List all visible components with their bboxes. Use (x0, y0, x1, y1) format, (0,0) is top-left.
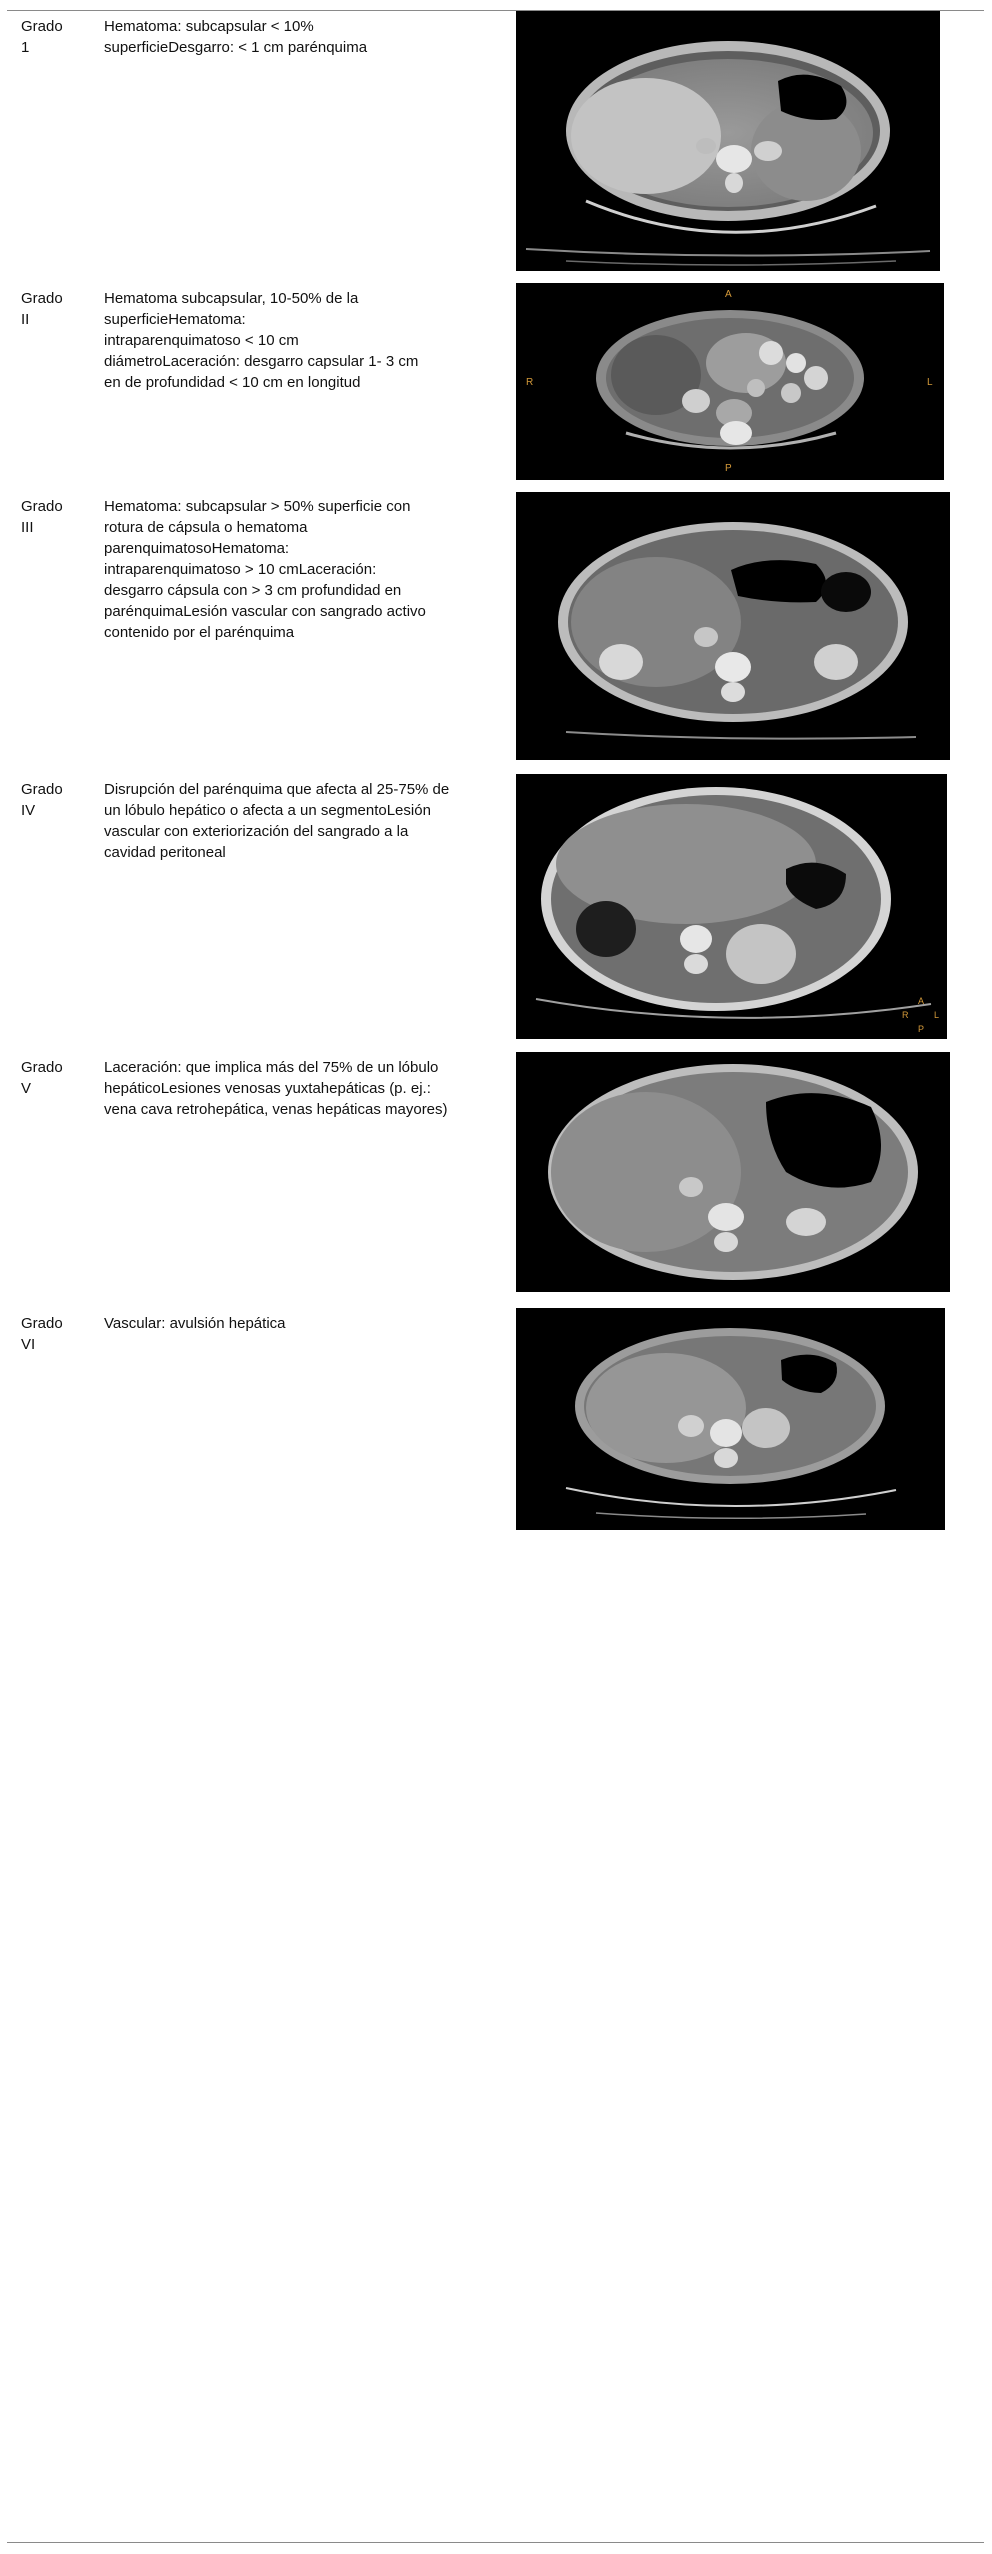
orientation-left: L (927, 377, 933, 388)
ct-scan-grade-4 (516, 774, 947, 1039)
orientation-anterior: A (918, 996, 925, 1006)
table-row (7, 773, 984, 1051)
grade-description: Hematoma: subcapsular > 50% superficie con rotura de cápsula o hematoma parenquimatosoHematoma: intraparenquimatoso > 10 cmLaceración: desgarro cápsula con > 3 cm profundidad en parénquimaLesión vascular con sangrado activo contenido por el parénquima (104, 498, 426, 641)
ct-scan-grade-1 (516, 11, 940, 271)
table-row (7, 1307, 984, 1542)
grade-label: Grado 1 (21, 18, 63, 56)
grade-description: Laceración: que implica más del 75% de un lóbulo hepáticoLesiones venosas yuxtahepáticas (p. ej.: vena cava retrohepática, venas hepáticas mayores) (104, 1059, 448, 1118)
table-row (7, 490, 984, 773)
grade-label: Grado IV (21, 781, 63, 819)
ct-scan-grade-5 (516, 1052, 950, 1292)
grade-description: Disrupción del parénquima que afecta al 25-75% de un lóbulo hepático o afecta a un segmentoLesión vascular con exteriorización del sangrado a la cavidad peritoneal (104, 781, 450, 861)
orientation-right: R (902, 1010, 909, 1020)
grade-label: Grado V (21, 1059, 63, 1097)
table-row (7, 10, 984, 282)
ct-scan-grade-3 (516, 492, 950, 760)
table-bottom-rule (7, 2542, 984, 2543)
orientation-left: L (934, 1010, 940, 1020)
grade-description: Vascular: avulsión hepática (104, 1315, 286, 1332)
orientation-posterior: P (725, 463, 732, 474)
grade-description: Hematoma: subcapsular < 10% superficieDesgarro: < 1 cm parénquima (104, 18, 368, 56)
orientation-right: R (526, 377, 534, 388)
orientation-anterior: A (725, 289, 732, 300)
orientation-posterior: P (918, 1024, 925, 1034)
table-row (7, 282, 984, 490)
grade-label: Grado III (21, 498, 63, 536)
ct-scan-grade-6 (516, 1308, 945, 1530)
table-row (7, 1051, 984, 1307)
grade-label: Grado II (21, 290, 63, 328)
grade-description: Hematoma subcapsular, 10-50% de la superficieHematoma: intraparenquimatoso < 10 cm diámetroLaceración: desgarro capsular 1- 3 cm en de profundidad < 10 cm en longitud (104, 290, 419, 391)
grade-label: Grado VI (21, 1315, 63, 1353)
ct-scan-grade-2 (516, 283, 944, 480)
